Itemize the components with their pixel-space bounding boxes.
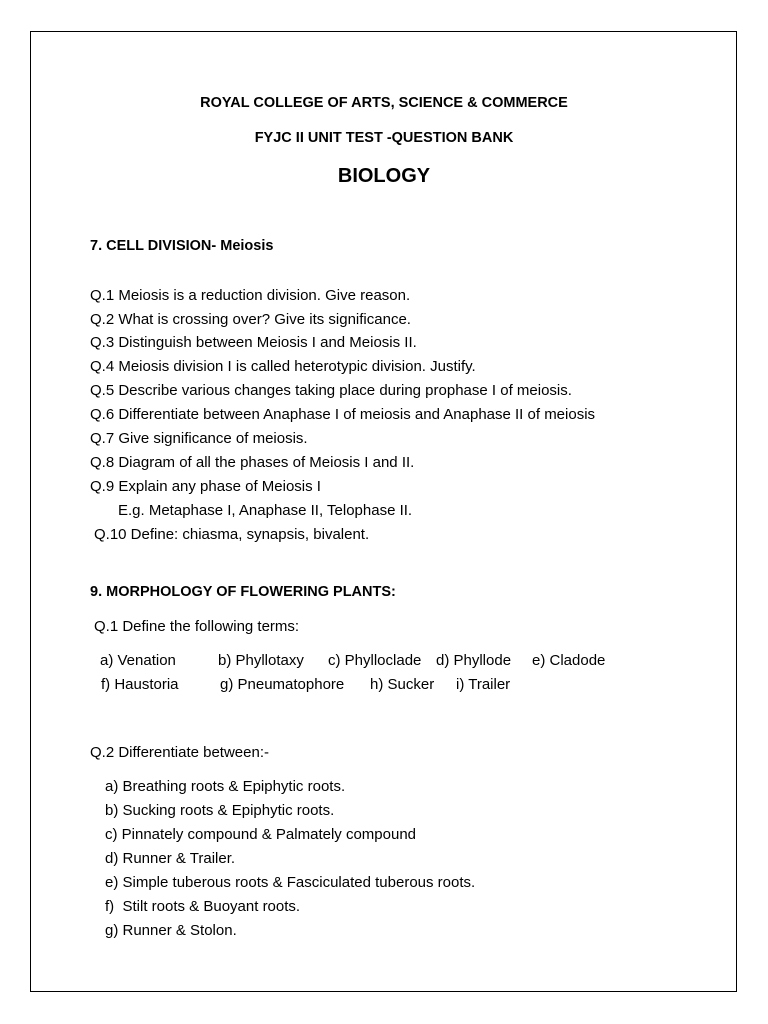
question-7-3: Q.3 Distinguish between Meiosis I and Meiosis II. [90,334,417,351]
question-7-7: Q.7 Give significance of meiosis. [90,430,308,447]
question-9-2: Q.2 Differentiate between:- [90,744,269,761]
question-7-5: Q.5 Describe various changes taking place during prophase I of meiosis. [90,382,572,399]
term-trailer: i) Trailer [456,676,511,693]
term-haustoria: f) Haustoria [101,676,179,693]
differentiate-item-d: d) Runner & Trailer. [105,850,236,867]
differentiate-item-b: b) Sucking roots & Epiphytic roots. [105,802,335,819]
section-7-title: 7. CELL DIVISION- Meiosis [90,238,274,254]
term-venation: a) Venation [100,652,176,669]
term-phyllode: d) Phyllode [436,652,512,669]
differentiate-item-f: f) Stilt roots & Buoyant roots. [105,898,301,915]
question-7-6: Q.6 Differentiate between Anaphase I of meiosis and Anaphase II of meiosis [90,406,596,423]
question-7-8: Q.8 Diagram of all the phases of Meiosis I and II. [90,454,415,471]
question-7-10: Q.10 Define: chiasma, synapsis, bivalent. [94,526,370,543]
differentiate-item-g: g) Runner & Stolon. [105,922,237,939]
term-sucker: h) Sucker [370,676,435,693]
question-9-1: Q.1 Define the following terms: [94,618,300,635]
term-cladode: e) Cladode [532,652,606,669]
question-7-1: Q.1 Meiosis is a reduction division. Give reason. [90,287,411,304]
question-7-4: Q.4 Meiosis division I is called heterotypic division. Justify. [90,358,476,375]
question-7-2: Q.2 What is crossing over? Give its significance. [90,311,411,328]
term-phylloclade: c) Phylloclade [328,652,422,669]
subject-title: BIOLOGY [337,165,431,187]
test-title: FYJC II UNIT TEST -QUESTION BANK [254,130,514,146]
section-9-title: 9. MORPHOLOGY OF FLOWERING PLANTS: [90,584,396,600]
question-7-9-example: E.g. Metaphase I, Anaphase II, Telophase II. [118,502,413,519]
term-phyllotaxy: b) Phyllotaxy [218,652,304,669]
differentiate-item-e: e) Simple tuberous roots & Fasciculated tuberous roots. [105,874,476,891]
differentiate-item-c: c) Pinnately compound & Palmately compound [105,826,417,843]
college-name: ROYAL COLLEGE OF ARTS, SCIENCE & COMMERCE [200,95,568,111]
term-pneumatophore: g) Pneumatophore [220,676,345,693]
question-7-9: Q.9 Explain any phase of Meiosis I [90,478,321,495]
differentiate-item-a: a) Breathing roots & Epiphytic roots. [105,778,346,795]
